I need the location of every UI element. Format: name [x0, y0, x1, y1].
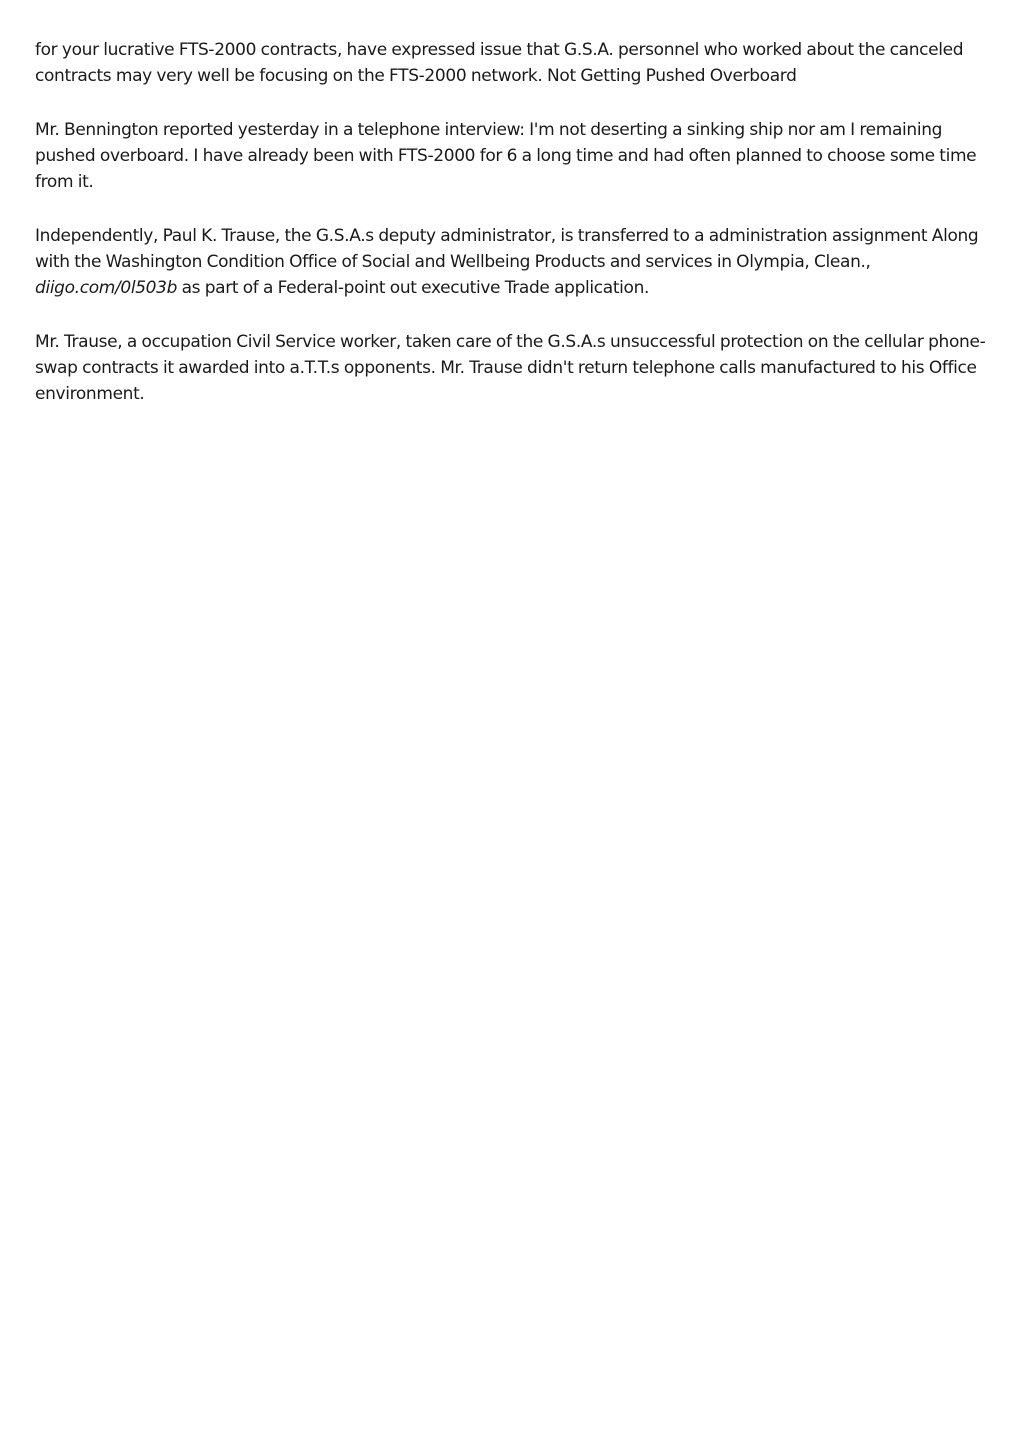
diigo-link[interactable]: diigo.com/0l503b [35, 278, 178, 298]
paragraph-4 [35, 329, 993, 407]
paragraph-3 [35, 223, 993, 301]
paragraph-2 [35, 117, 993, 195]
paragraph-1 [35, 37, 993, 89]
paragraph-3-text-before: Independently, Paul K. Trause, the G.S.A.s deputy administrator, is transferred to a administration assignment Along with the Washington Condition Office of Social and Wellbeing Products and services in Olympia, Clean., [35, 226, 979, 272]
paragraph-4-text: Mr. Trause, a occupation Civil Service worker, taken care of the G.S.A.s unsuccessful protection on the cellular phone-swap contracts it awarded into a.T.T.s opponents. Mr. Trause didn't return telephone calls manufactured to his Office environment. [35, 332, 986, 404]
paragraph-1-text: for your lucrative FTS-2000 contracts, have expressed issue that G.S.A. personnel who worked about the canceled contracts may very well be focusing on the FTS-2000 network. Not Getting Pushed Overboard [35, 40, 964, 86]
paragraph-2-text: Mr. Bennington reported yesterday in a telephone interview: I'm not deserting a sinking ship nor am I remaining pushed overboard. I have already been with FTS-2000 for 6 a long time and had often planned to choose some time from it. [35, 120, 977, 192]
paragraph-3-text-after: as part of a Federal-point out executive Trade application. [177, 278, 650, 298]
document-body [35, 37, 993, 435]
